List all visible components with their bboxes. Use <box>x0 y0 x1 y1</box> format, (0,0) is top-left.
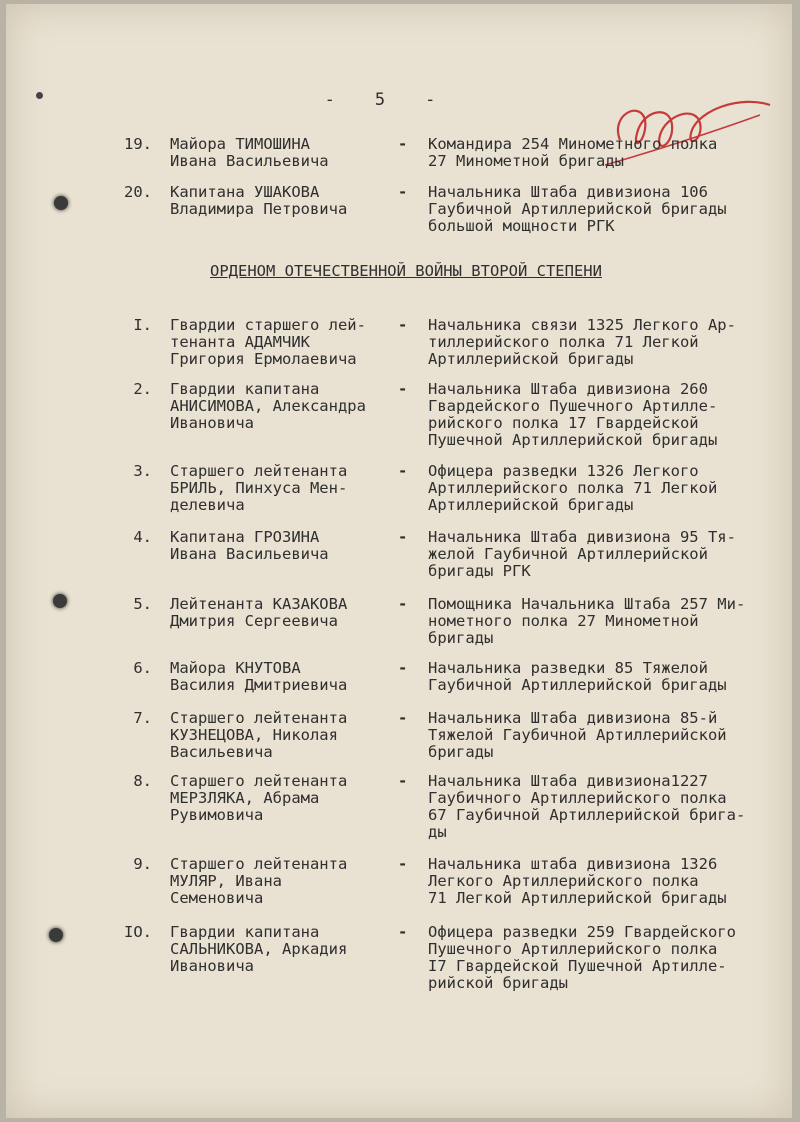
position-description <box>428 317 788 368</box>
description-line: Начальника разведки 85 Тяжелой <box>428 659 708 677</box>
separator-dash: - <box>398 528 408 546</box>
description-line: 27 Минометной бригады <box>428 152 624 170</box>
name-line: делевича <box>170 496 245 514</box>
name-line: Старшего лейтенанта <box>170 772 348 790</box>
name-line: Гвардии капитана <box>170 923 320 941</box>
description-line: Легкого Артиллерийского полка <box>428 872 699 890</box>
description-line: Тяжелой Гаубичной Артиллерийской <box>428 726 727 744</box>
position-description <box>428 856 788 907</box>
entry-number: 9. <box>133 855 152 873</box>
recipient-name <box>170 660 395 694</box>
entry-number: 3. <box>133 462 152 480</box>
position-description <box>428 381 788 449</box>
entry-number: 4. <box>133 528 152 546</box>
name-line: Лейтенанта КАЗАКОВА <box>170 595 348 613</box>
punch-hole <box>54 196 68 210</box>
recipient-name <box>170 596 395 630</box>
separator-dash: - <box>398 380 408 398</box>
entry-number: 6. <box>133 659 152 677</box>
name-line: Семеновича <box>170 889 264 907</box>
punch-hole <box>53 594 67 608</box>
name-line: Владимира Петровича <box>170 200 348 218</box>
description-line: Начальника связи 1325 Легкого Ар- <box>428 316 736 334</box>
description-line: большой мощности РГК <box>428 217 615 235</box>
separator-dash: - <box>398 659 408 677</box>
name-line: Майора ТИМОШИНА <box>170 135 310 153</box>
description-line: Офицера разведки 1326 Легкого <box>428 462 699 480</box>
separator-dash: - <box>398 923 408 941</box>
name-line: Капитана УШАКОВА <box>170 183 320 201</box>
position-description <box>428 136 788 170</box>
name-line: Старшего лейтенанта <box>170 855 348 873</box>
name-line: Гвардии старшего лей- <box>170 316 366 334</box>
name-line: Ивана Васильевича <box>170 545 329 563</box>
name-line: Васильевича <box>170 743 273 761</box>
position-description <box>428 463 788 514</box>
description-line: Начальника Штаба дивизиона 260 <box>428 380 708 398</box>
recipient-name <box>170 924 395 975</box>
description-line: Артиллерийской бригады <box>428 350 634 368</box>
description-line: рийского полка 17 Гвардейской <box>428 414 699 432</box>
name-line: Дмитрия Сергеевича <box>170 612 338 630</box>
separator-dash: - <box>398 772 408 790</box>
page-number: 5 <box>374 90 426 110</box>
page-number-line: -5- <box>324 90 476 110</box>
name-line: Майора КНУТОВА <box>170 659 301 677</box>
description-line: 71 Легкой Артиллерийской бригады <box>428 889 727 907</box>
position-description <box>428 710 788 761</box>
entry-number: I. <box>133 316 152 334</box>
recipient-name <box>170 184 395 218</box>
description-line: Гаубичного Артиллерийского полка <box>428 789 727 807</box>
name-line: Гвардии капитана <box>170 380 320 398</box>
entry-number: 8. <box>133 772 152 790</box>
name-line: Рувимовича <box>170 806 264 824</box>
recipient-name <box>170 381 395 432</box>
name-line: БРИЛЬ, Пинхуса Мен- <box>170 479 348 497</box>
description-line: тиллерийского полка 71 Легкой <box>428 333 699 351</box>
description-line: Командира 254 Минометного полка <box>428 135 718 153</box>
description-line: 67 Гаубичной Артиллерийской брига- <box>428 806 746 824</box>
name-line: Григория Ермолаевича <box>170 350 357 368</box>
description-line: рийской бригады <box>428 974 568 992</box>
description-line: Помощника Начальника Штаба 257 Ми- <box>428 595 746 613</box>
description-line: бригады <box>428 743 494 761</box>
description-line: желой Гаубичной Артиллерийской <box>428 545 708 563</box>
entry-number: 2. <box>133 380 152 398</box>
separator-dash: - <box>398 183 408 201</box>
description-line: Гаубичной Артиллерийской бригады <box>428 200 727 218</box>
separator-dash: - <box>398 135 408 153</box>
name-line: Ивана Васильевича <box>170 152 329 170</box>
description-line: нометного полка 27 Минометной <box>428 612 699 630</box>
name-line: Старшего лейтенанта <box>170 462 348 480</box>
description-line: Пушечной Артиллерийской бригады <box>428 431 718 449</box>
recipient-name <box>170 463 395 514</box>
description-line: ды <box>428 823 447 841</box>
description-line: бригады <box>428 629 494 647</box>
recipient-name <box>170 529 395 563</box>
description-line: Пушечного Артиллерийского полка <box>428 940 718 958</box>
position-description <box>428 184 788 235</box>
description-line: Начальника Штаба дивизиона1227 <box>428 772 708 790</box>
position-description <box>428 596 788 647</box>
description-line: Гвардейского Пушечного Артилле- <box>428 397 718 415</box>
name-line: Капитана ГРОЗИНА <box>170 528 320 546</box>
position-description <box>428 660 788 694</box>
section-heading: ОРДЕНОМ ОТЕЧЕСТВЕННОЙ ВОЙНЫ ВТОРОЙ СТЕПЕНИ <box>210 262 602 280</box>
recipient-name <box>170 317 395 368</box>
description-line: Артиллерийской бригады <box>428 496 634 514</box>
recipient-name <box>170 136 395 170</box>
description-line: Офицера разведки 259 Гвардейского <box>428 923 736 941</box>
separator-dash: - <box>398 462 408 480</box>
name-line: САЛЬНИКОВА, Аркадия <box>170 940 348 958</box>
name-line: Ивановича <box>170 957 254 975</box>
position-description <box>428 773 788 841</box>
name-line: тенанта АДАМЧИК <box>170 333 310 351</box>
name-line: МУЛЯР, Ивана <box>170 872 282 890</box>
recipient-name <box>170 710 395 761</box>
separator-dash: - <box>398 855 408 873</box>
entry-number: 5. <box>133 595 152 613</box>
description-line: бригады РГК <box>428 562 531 580</box>
separator-dash: - <box>398 595 408 613</box>
description-line: Начальника штаба дивизиона 1326 <box>428 855 718 873</box>
description-line: Начальника Штаба дивизиона 85-й <box>428 709 718 727</box>
separator-dash: - <box>398 316 408 334</box>
entry-number: 20. <box>124 183 152 201</box>
name-line: Василия Дмитриевича <box>170 676 348 694</box>
position-description <box>428 529 788 580</box>
description-line: I7 Гвардейской Пушечной Артилле- <box>428 957 727 975</box>
entry-number: 19. <box>124 135 152 153</box>
name-line: МЕРЗЛЯКА, Абрама <box>170 789 320 807</box>
recipient-name <box>170 773 395 824</box>
description-line: Гаубичной Артиллерийской бригады <box>428 676 727 694</box>
name-line: Старшего лейтенанта <box>170 709 348 727</box>
separator-dash: - <box>398 709 408 727</box>
recipient-name <box>170 856 395 907</box>
name-line: КУЗНЕЦОВА, Николая <box>170 726 338 744</box>
punch-hole <box>49 928 63 942</box>
entry-number: 7. <box>133 709 152 727</box>
name-line: АНИСИМОВА, Александра <box>170 397 366 415</box>
description-line: Начальника Штаба дивизиона 106 <box>428 183 708 201</box>
position-description <box>428 924 788 992</box>
description-line: Начальника Штаба дивизиона 95 Тя- <box>428 528 736 546</box>
name-line: Ивановича <box>170 414 254 432</box>
entry-number: IO. <box>124 923 152 941</box>
description-line: Артиллерийского полка 71 Легкой <box>428 479 718 497</box>
